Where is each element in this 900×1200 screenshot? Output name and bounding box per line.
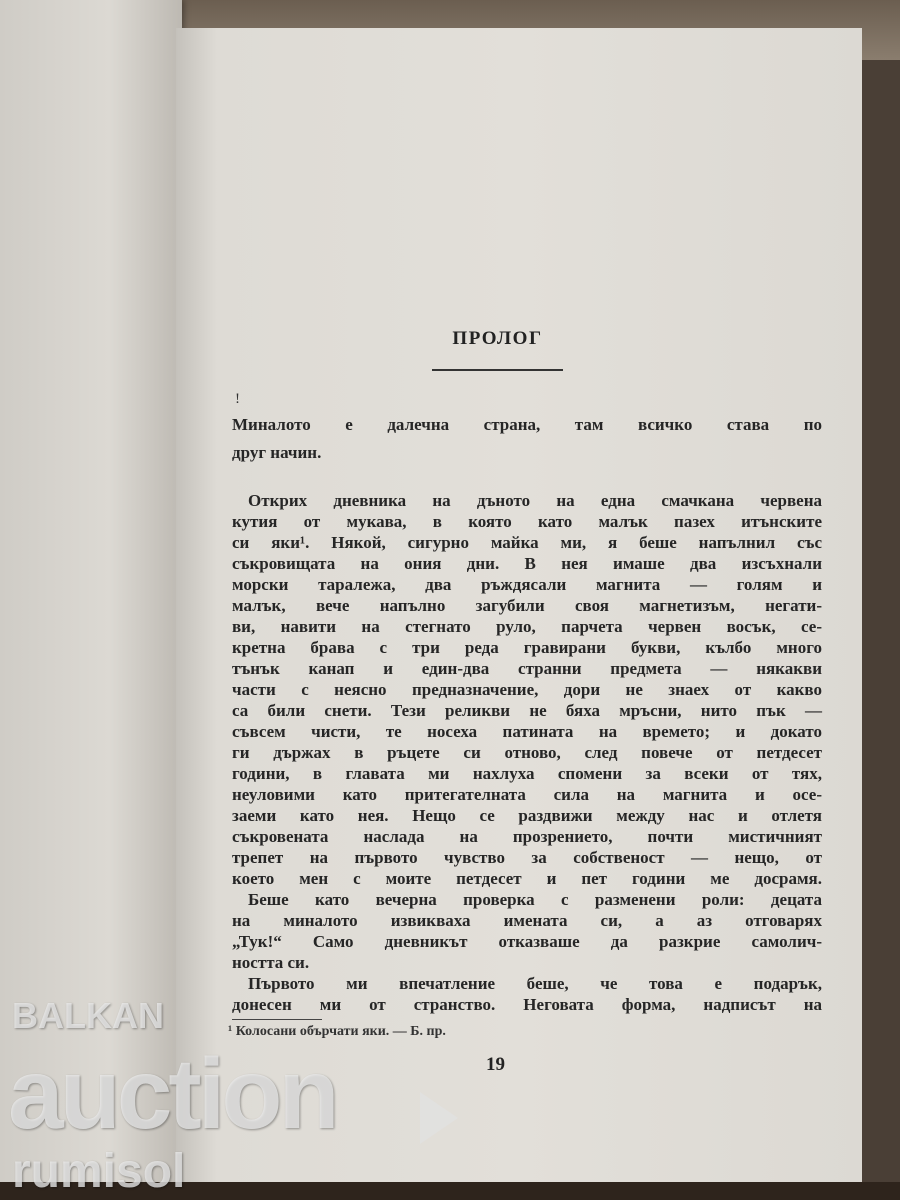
text-line: са били снети. Тези реликви не бяха мръсни, нито пък —: [232, 701, 822, 720]
text-line: си яки¹. Някой, сигурно майка ми, я беше напълнил със: [232, 533, 822, 552]
footnote-rule: [232, 1019, 322, 1020]
text-line: на миналото извикваха имената си, а аз отговарях: [232, 911, 822, 930]
text-line: Първото ми впечатление беше, че това е подарък,: [248, 974, 822, 993]
text-line: трепет на първото чувство за собственост — нещо, от: [232, 848, 822, 867]
text-line: малък, вече напълно загубили своя магнетизъм, негати-: [232, 596, 822, 615]
text-line: ността си.: [232, 953, 310, 972]
title-rule: [432, 369, 563, 371]
text-line: кретна брава с три реда гравирани букви, кълбо много: [232, 638, 822, 657]
chapter-title: ПРОЛОГ: [452, 328, 543, 349]
text-line: донесен ми от странство. Неговата форма, надписът на: [232, 995, 822, 1014]
text-line: друг начин.: [232, 443, 322, 462]
text-line: години, в главата ми нахлуха спомени за всеки от тях,: [232, 764, 822, 783]
text-line: съкровената наслада на прозрението, почти мистичният: [232, 827, 822, 846]
text-line: съвсем чисти, те носеха патината на времето; и докато: [232, 722, 822, 741]
text-line: Беше като вечерна проверка с разменени роли: децата: [248, 890, 822, 909]
body-text: [232, 411, 822, 1015]
text-line: Открих дневника на дъното на една смачкана червена: [248, 491, 822, 510]
text-line: „Тук!“ Само дневникът отказваше да разкрие самолич-: [232, 932, 822, 951]
footnote: ¹ Колосани обърчати яки. — Б. пр.: [228, 1024, 446, 1039]
text-line: заеми като нея. Нещо се раздвижи между нас и отлетя: [232, 806, 822, 825]
text-line: съкровищата на ония дни. В нея имаше два изсъхнали: [232, 554, 822, 573]
text-line: ги държах в ръцете си отново, след повече от петдесет: [232, 743, 822, 762]
text-line: тънък канап и един-два странни предмета — някакви: [232, 659, 822, 678]
text-line: морски таралежа, два ръждясали магнита — голям и: [232, 575, 822, 594]
watermark-balkan: BALKAN: [12, 995, 164, 1036]
text-line: части с неясно предназначение, дори не знаех от какво: [232, 680, 822, 699]
text-line: кутия от мукава, в която като малък пазех итънските: [232, 512, 822, 531]
watermark-auction: auction: [8, 1038, 336, 1150]
margin-mark: !: [235, 391, 240, 407]
text-line: ви, навити на стегнато руло, парчета червен восък, се-: [232, 617, 822, 636]
page-number: 19: [486, 1054, 505, 1075]
text-line: което мен с моите петдесет и пет години ме досрамя.: [232, 869, 822, 888]
text-line: Миналото е далечна страна, там всичко става по: [232, 415, 822, 434]
text-line: неуловими като притегателната сила на магнита и осе-: [232, 785, 822, 804]
play-icon: [420, 1092, 458, 1144]
watermark-rumisol: rumisol: [12, 1145, 186, 1198]
